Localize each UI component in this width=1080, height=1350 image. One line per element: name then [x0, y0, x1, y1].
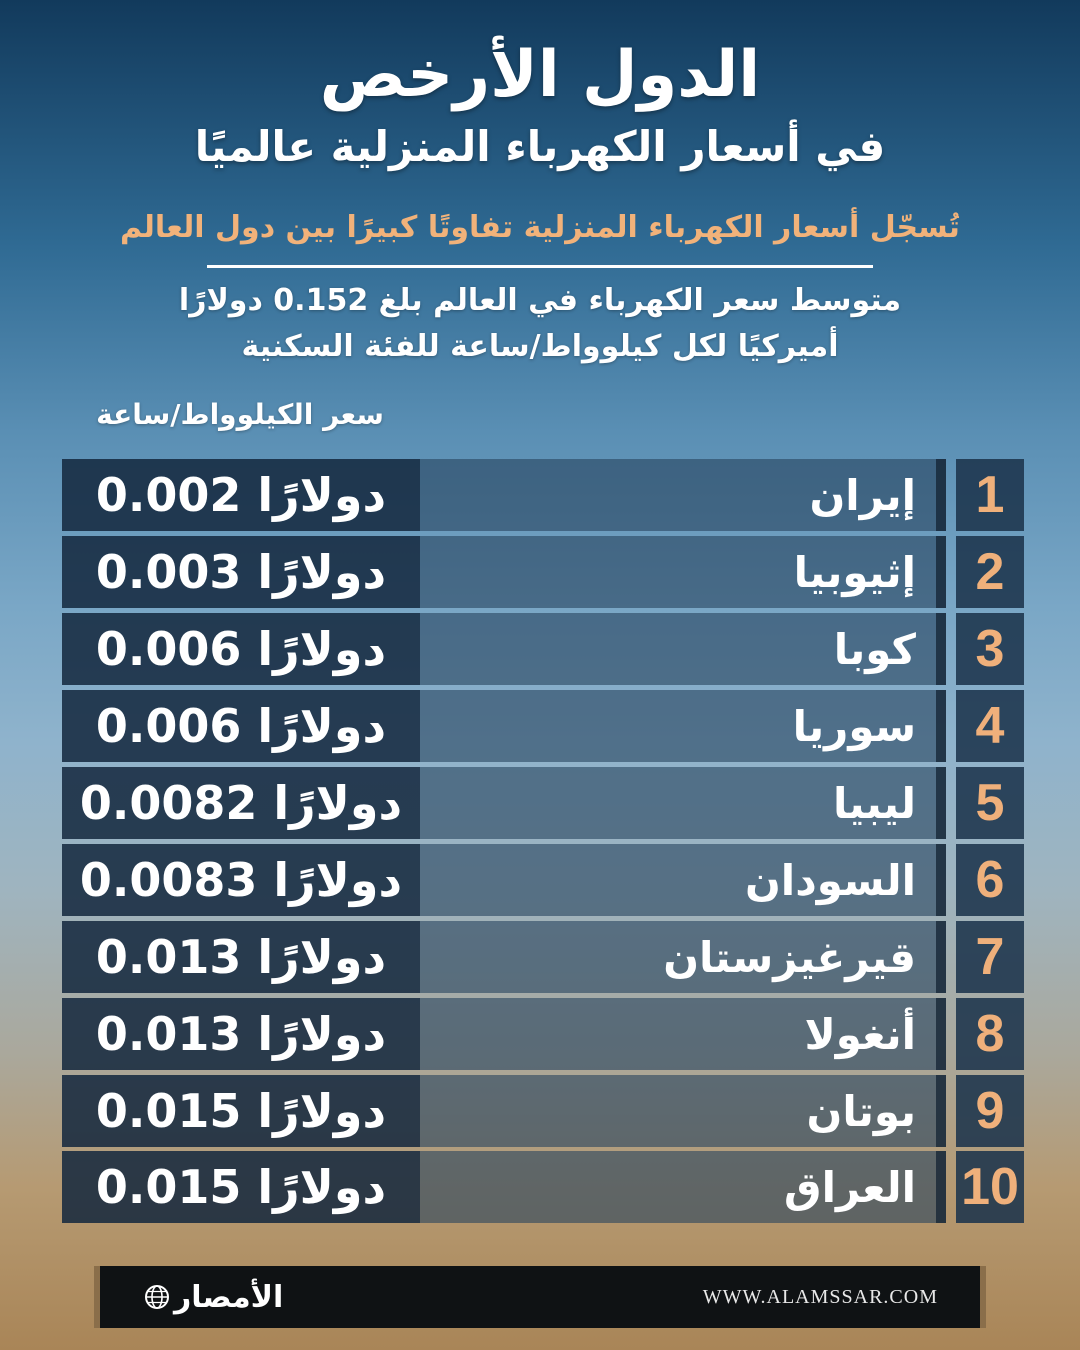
info-text [100, 278, 980, 370]
rank-cell: 1 [956, 459, 1024, 531]
row-separator [936, 613, 946, 685]
row-separator [936, 690, 946, 762]
logo-text: الأمصار [174, 1279, 284, 1315]
row-separator [936, 1151, 946, 1223]
table-row [62, 690, 1024, 762]
page-title: الدول الأرخص [319, 38, 761, 112]
page-subtitle: في أسعار الكهرباء المنزلية عالميًا [194, 122, 886, 171]
price-cell: 0.013 دولارًا [62, 921, 420, 993]
row-separator [936, 844, 946, 916]
row-separator [936, 536, 946, 608]
country-cell: ليبيا [420, 767, 936, 839]
price-column-header: سعر الكيلوواط/ساعة [96, 398, 384, 431]
table-row [62, 998, 1024, 1070]
country-cell: العراق [420, 1151, 936, 1223]
website-url[interactable]: WWW.ALAMSSAR.COM [702, 1285, 938, 1308]
rank-cell: 10 [956, 1151, 1024, 1223]
row-separator [936, 921, 946, 993]
country-cell: أنغولا [420, 998, 936, 1070]
table-row [62, 1075, 1024, 1147]
row-separator [936, 1075, 946, 1147]
rank-cell: 3 [956, 613, 1024, 685]
price-cell: 0.006 دولارًا [62, 690, 420, 762]
country-cell: السودان [420, 844, 936, 916]
price-cell: 0.0082 دولارًا [62, 767, 420, 839]
info-line-1: متوسط سعر الكهرباء في العالم بلغ 0.152 دولارًا [178, 283, 902, 318]
rank-cell: 6 [956, 844, 1024, 916]
row-separator [936, 459, 946, 531]
rank-cell: 8 [956, 998, 1024, 1070]
info-line-2: أميركيًا لكل كيلوواط/ساعة للفئة السكنية [241, 329, 839, 364]
footer-bar [94, 1266, 986, 1328]
price-cell: 0.006 دولارًا [62, 613, 420, 685]
row-separator [936, 767, 946, 839]
tagline: تُسجّل أسعار الكهرباء المنزلية تفاوتًا كبيرًا بين دول العالم [120, 210, 960, 245]
divider [207, 265, 873, 268]
rank-cell: 2 [956, 536, 1024, 608]
country-cell: قيرغيزستان [420, 921, 936, 993]
table-row [62, 459, 1024, 531]
price-cell: 0.015 دولارًا [62, 1075, 420, 1147]
price-cell: 0.003 دولارًا [62, 536, 420, 608]
country-cell: سوريا [420, 690, 936, 762]
rank-cell: 4 [956, 690, 1024, 762]
price-cell: 0.015 دولارًا [62, 1151, 420, 1223]
price-cell: 0.0083 دولارًا [62, 844, 420, 916]
table-row [62, 767, 1024, 839]
row-separator [936, 998, 946, 1070]
table-row [62, 921, 1024, 993]
table-row [62, 536, 1024, 608]
table-row [62, 1151, 1024, 1223]
country-cell: إيران [420, 459, 936, 531]
country-cell: كوبا [420, 613, 936, 685]
ranking-table [62, 459, 1024, 1223]
brand-logo [144, 1275, 283, 1319]
country-cell: إثيوبيا [420, 536, 936, 608]
rank-cell: 7 [956, 921, 1024, 993]
rank-cell: 5 [956, 767, 1024, 839]
price-cell: 0.002 دولارًا [62, 459, 420, 531]
globe-icon [144, 1284, 170, 1310]
country-cell: بوتان [420, 1075, 936, 1147]
price-cell: 0.013 دولارًا [62, 998, 420, 1070]
table-row [62, 844, 1024, 916]
rank-cell: 9 [956, 1075, 1024, 1147]
table-row [62, 613, 1024, 685]
